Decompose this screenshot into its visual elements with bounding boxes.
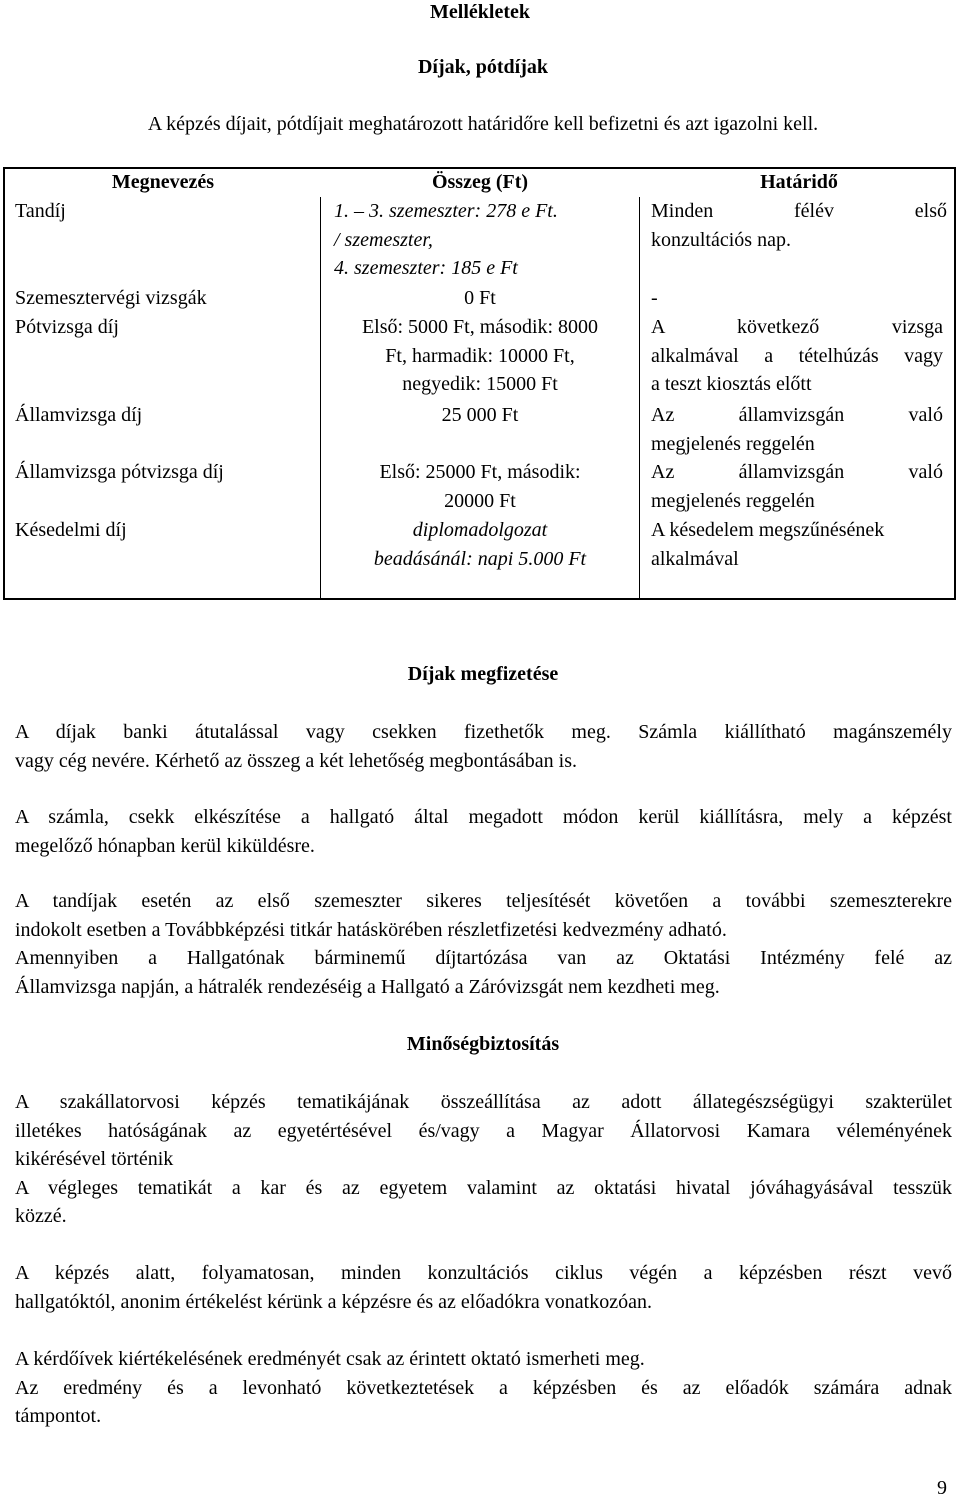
text-line: közzé. — [15, 1205, 67, 1227]
row-amount-szemeszter: 0 Ft — [464, 287, 496, 309]
intro-text: A képzés díjait, pótdíjait meghatározott határidőre kell befizetni és azt igazolni kell. — [147, 113, 819, 135]
amount-line: 20000 Ft — [444, 489, 516, 512]
row-name-tandij: Tandíj — [15, 200, 66, 222]
deadline-line: alkalmával — [651, 547, 739, 570]
row-deadline-kesedelmi — [651, 516, 947, 573]
text-line: A végleges tematikát a kar és az egyetem valamint az oktatási hivatal jóváhagyásával tesszük — [15, 1176, 952, 1199]
row-amount-potvizsga — [320, 313, 640, 399]
deadline-line: alkalmával a tételhúzás vagy — [651, 344, 943, 367]
text-line: A tandíjak esetén az első szemeszter sikeres teljesítését követően a további szemeszterekre — [15, 890, 952, 912]
quality-paragraph-1 — [15, 1088, 952, 1231]
col-header-deadline: Határidő — [760, 171, 838, 193]
col-header-amount: Összeg (Ft) — [431, 171, 529, 193]
deadline-line: Minden félév első — [651, 200, 947, 222]
text-line: A kérdőívek kiértékelésének eredményét csak az érintett oktató ismerheti meg. — [15, 1348, 645, 1370]
amount-line: diplomadolgozat — [412, 519, 548, 541]
amount-line: / szemeszter, — [334, 228, 433, 251]
section-title-quality: Minőségbiztosítás — [406, 1033, 560, 1055]
deadline-line: Az államvizsgán való — [651, 404, 943, 426]
page-number: 9 — [937, 1477, 947, 1499]
deadline-line: megjelenés reggelén — [651, 432, 815, 455]
amount-line: 1. – 3. szemeszter: 278 e Ft. — [334, 200, 558, 222]
text-line: Amennyiben a Hallgatónak bárminemű díjtartózása van az Oktatási Intézmény felé az — [15, 947, 952, 969]
deadline-line: a teszt kiosztás előtt — [651, 373, 812, 395]
row-deadline-allamvizsga — [651, 401, 943, 458]
row-deadline-allamvizsga-pot — [651, 458, 943, 515]
row-name-allamvizsga: Államvizsga díj — [15, 404, 143, 426]
text-line: A képzés alatt, folyamatosan, minden konzultációs ciklus végén a képzésben részt vevő — [15, 1262, 952, 1284]
row-deadline-potvizsga — [651, 313, 943, 399]
section-title-fees: Díjak, pótdíjak — [417, 56, 549, 78]
row-amount-allamvizsga: 25 000 Ft — [441, 404, 519, 426]
amount-line: Első: 5000 Ft, második: 8000 — [361, 316, 599, 338]
row-deadline-szemeszter: - — [651, 287, 658, 309]
col-header-name: Megnevezés — [111, 171, 215, 193]
amount-line: negyedik: 15000 Ft — [402, 373, 558, 395]
text-line: indokolt esetben a Továbbképzési titkár hatáskörében részletfizetési kedvezmény adható. — [15, 918, 727, 941]
page-title: Mellékletek — [430, 1, 530, 23]
section-title-payment: Díjak megfizetése — [407, 663, 559, 685]
row-name-potvizsga: Pótvizsga díj — [15, 316, 119, 338]
quality-paragraph-3 — [15, 1345, 952, 1431]
row-amount-tandij — [320, 197, 640, 283]
row-amount-kesedelmi — [320, 516, 640, 573]
row-name-allamvizsga-pot: Államvizsga pótvizsga díj — [15, 461, 224, 483]
row-name-szemeszter: Szemesztervégi vizsgák — [15, 287, 207, 309]
amount-line: Ft, harmadik: 10000 Ft, — [385, 344, 575, 367]
payment-paragraph-2 — [15, 803, 952, 860]
deadline-line: A késedelem megszűnésének — [651, 519, 885, 541]
payment-paragraph-3 — [15, 887, 952, 1001]
text-line: kikérésével történik — [15, 1148, 174, 1170]
amount-line: Első: 25000 Ft, második: — [379, 461, 581, 483]
payment-paragraph-1 — [15, 718, 952, 775]
text-line: megelőző hónapban kerül kiküldésre. — [15, 834, 315, 857]
text-line: támpontot. — [15, 1405, 102, 1427]
deadline-line: konzultációs nap. — [651, 228, 791, 251]
text-line: A szakállatorvosi képzés tematikájának összeállítása az adott állategészségügyi szakterület — [15, 1091, 952, 1113]
row-amount-allamvizsga-pot — [320, 458, 640, 515]
deadline-line: Az államvizsgán való — [651, 461, 943, 483]
text-line: A díjak banki átutalással vagy csekken fizethetők meg. Számla kiállítható magánszemély — [15, 721, 952, 743]
deadline-line: megjelenés reggelén — [651, 489, 815, 512]
row-name-kesedelmi: Késedelmi díj — [15, 519, 127, 541]
text-line: hallgatóktól, anonim értékelést kérünk a képzésre és az előadókra vonatkozóan. — [15, 1290, 652, 1313]
row-deadline-tandij — [651, 197, 947, 254]
text-line: Államvizsga napján, a hátralék rendezéséig a Hallgató a Záróvizsgát nem kezdheti meg. — [15, 975, 720, 998]
text-line: Az eredmény és a levonható következtetések a képzésben és az előadók számára adnak — [15, 1376, 952, 1399]
quality-paragraph-2 — [15, 1259, 952, 1316]
deadline-line: A következő vizsga — [651, 316, 943, 338]
text-line: A számla, csekk elkészítése a hallgató által megadott módon kerül kiállításra, mely a képzést — [15, 806, 952, 828]
amount-line: beadásánál: napi 5.000 Ft — [373, 547, 587, 570]
text-line: vagy cég nevére. Kérhető az összeg a két lehetőség megbontásában is. — [15, 749, 577, 772]
text-line: illetékes hatóságának az egyetértésével és/vagy a Magyar Állatorvosi Kamara véleményének — [15, 1119, 952, 1142]
amount-line: 4. szemeszter: 185 e Ft — [334, 257, 518, 279]
